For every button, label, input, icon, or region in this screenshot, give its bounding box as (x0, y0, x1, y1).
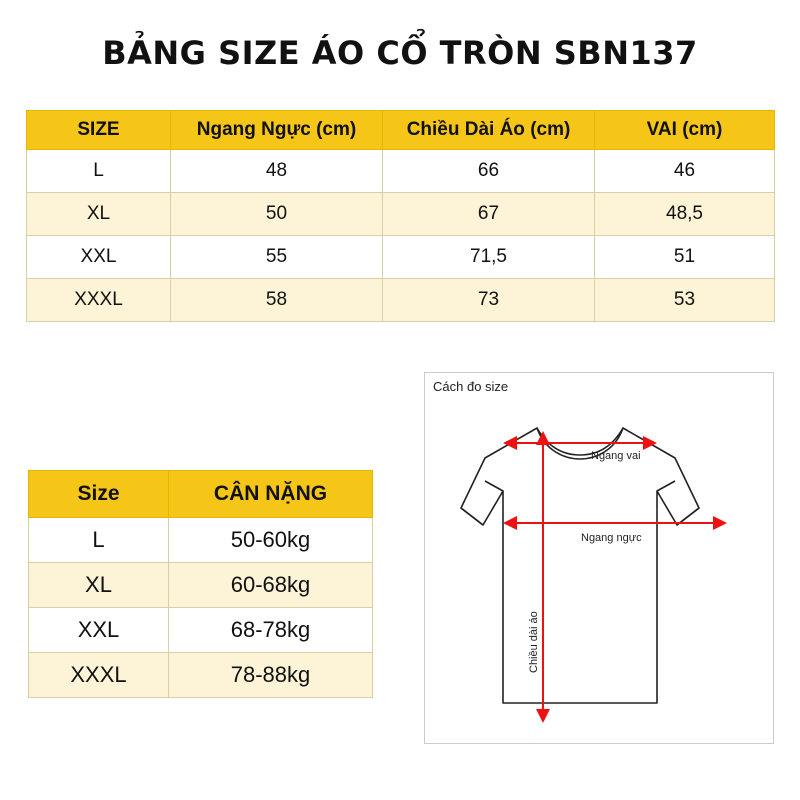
cell-chest: 58 (171, 279, 383, 322)
measurement-diagram (424, 372, 774, 744)
chest-label: Ngang ngực (581, 532, 642, 544)
cell-size: XXXL (27, 279, 171, 322)
cell-shoulder: 51 (595, 236, 775, 279)
cell-size: L (29, 518, 169, 563)
table-header-row (29, 471, 373, 518)
cell-size: XL (29, 563, 169, 608)
cell-size: XXL (29, 608, 169, 653)
table-row (29, 653, 373, 698)
table-row (27, 279, 775, 322)
table-header-row (27, 111, 775, 150)
column-header-shoulder: VAI (cm) (595, 111, 775, 150)
diagram-caption: Cách đo size (433, 379, 509, 394)
cell-size: L (27, 150, 171, 193)
column-header-size: Size (29, 471, 169, 518)
weight-table (28, 470, 373, 698)
table-row (27, 193, 775, 236)
table-row (29, 563, 373, 608)
cell-length: 67 (383, 193, 595, 236)
column-header-weight: CÂN NẶNG (169, 471, 373, 518)
shoulder-label: Ngang vai (591, 450, 641, 462)
column-header-length: Chiều Dài Áo (cm) (383, 111, 595, 150)
cell-weight: 60-68kg (169, 563, 373, 608)
cell-weight: 78-88kg (169, 653, 373, 698)
cell-shoulder: 46 (595, 150, 775, 193)
table-row (29, 608, 373, 653)
table-row (29, 518, 373, 563)
cell-chest: 55 (171, 236, 383, 279)
cell-size: XXXL (29, 653, 169, 698)
cell-weight: 50-60kg (169, 518, 373, 563)
column-header-chest: Ngang Ngực (cm) (171, 111, 383, 150)
column-header-size: SIZE (27, 111, 171, 150)
page-title: BẢNG SIZE ÁO CỔ TRÒN SBN137 (102, 34, 698, 72)
cell-size: XXL (27, 236, 171, 279)
cell-weight: 68-78kg (169, 608, 373, 653)
cell-chest: 48 (171, 150, 383, 193)
cell-shoulder: 48,5 (595, 193, 775, 236)
size-table (26, 110, 775, 322)
tshirt-illustration (425, 373, 775, 745)
cell-length: 71,5 (383, 236, 595, 279)
cell-size: XL (27, 193, 171, 236)
cell-chest: 50 (171, 193, 383, 236)
cell-shoulder: 53 (595, 279, 775, 322)
cell-length: 73 (383, 279, 595, 322)
table-row (27, 236, 775, 279)
table-row (27, 150, 775, 193)
length-label: Chiều dài áo (528, 611, 540, 673)
cell-length: 66 (383, 150, 595, 193)
